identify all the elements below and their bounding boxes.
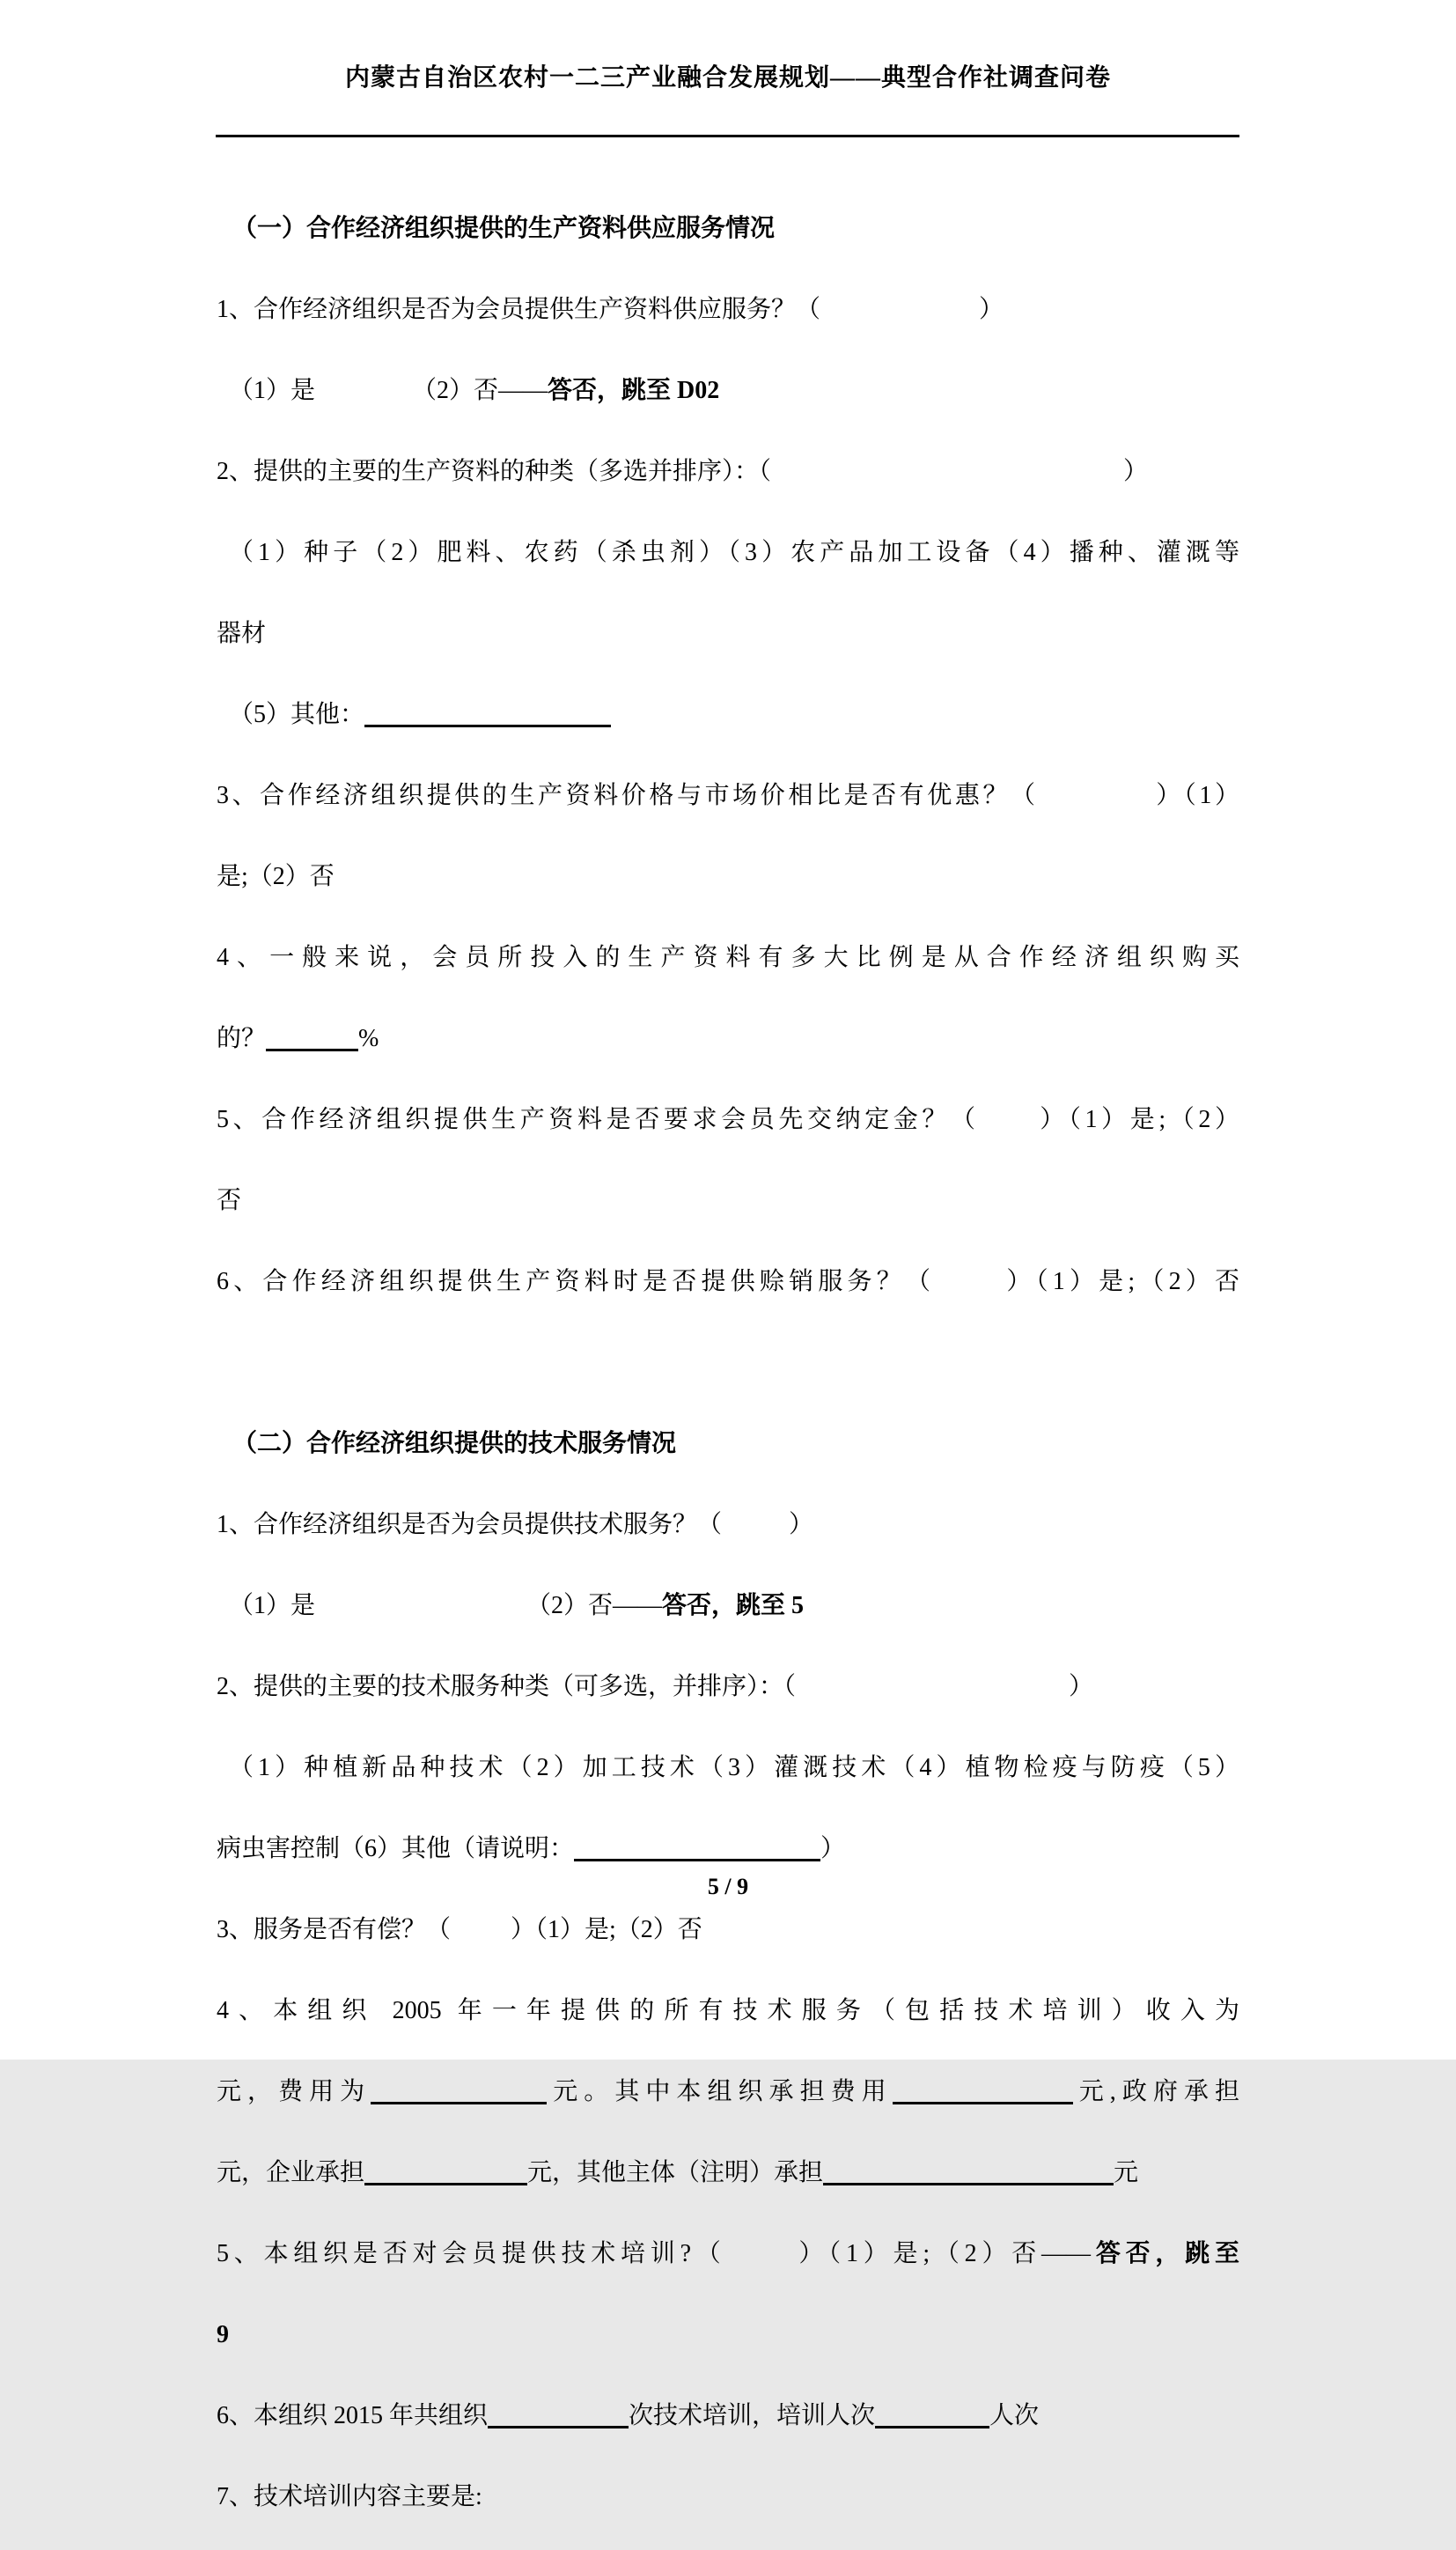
s2-question-4-line3 bbox=[217, 2145, 1239, 2201]
section1-heading: （一）合作经济组织提供的生产资料供应服务情况 bbox=[232, 215, 776, 242]
s1-question-6 bbox=[217, 1254, 1239, 1310]
s2-question-4-line2 bbox=[217, 2064, 1239, 2120]
s2-question-6 bbox=[217, 2388, 1239, 2444]
s2-q2-other-close-paren: ） bbox=[820, 1835, 846, 1862]
document-title: 内蒙古自治区农村一二三产业融合发展规划——典型合作社调查问卷 bbox=[344, 64, 1111, 92]
s1-q2-options-line2: 器材 bbox=[217, 620, 267, 647]
s2-question-1 bbox=[217, 1497, 1239, 1553]
s2-question-5-line2: 9 bbox=[217, 2321, 229, 2348]
s1-q3-text: 3、合作经济组织提供的生产资料价格与市场价相比是否有优惠？（ bbox=[217, 782, 1039, 809]
s2-q1-options bbox=[217, 1578, 1239, 1634]
s2-question-5-line1 bbox=[217, 2226, 1239, 2282]
s2-q2-other-label: 病虫害控制（6）其他（请说明： bbox=[217, 1835, 575, 1862]
s2-q2-other-answer-blank bbox=[574, 1858, 820, 1861]
s2-q1-option-no: （2）否—— bbox=[526, 1592, 663, 1619]
s2-q5-options-text: ）（1）是;（2）否—— bbox=[793, 2240, 1092, 2267]
s1-q2-other-label: （5）其他： bbox=[229, 701, 365, 728]
s2-q1-text: 1、合作经济组织是否为会员提供技术服务？（ bbox=[217, 1511, 723, 1538]
s1-q4-answer-blank bbox=[266, 1048, 358, 1051]
s2-q1-options-gap bbox=[315, 1612, 526, 1613]
s1-q6-close-paren: ）（1）是;（2）否 bbox=[1002, 1268, 1239, 1295]
s1-q1-close-paren: ） bbox=[979, 296, 1004, 323]
s1-q5-close-paren: ）（1）是;（2） bbox=[1035, 1106, 1239, 1133]
s2-q5-paren-blank bbox=[726, 2260, 794, 2261]
s1-q2-option-other bbox=[217, 687, 1239, 743]
s1-q2-paren-blank bbox=[771, 478, 1123, 479]
s2-q6-count-label: 6、本组织 2015 年共组织 bbox=[217, 2402, 489, 2429]
s2-q3-paren-blank bbox=[451, 1936, 511, 1937]
s1-q1-paren-blank bbox=[820, 316, 979, 317]
s2-question-2 bbox=[217, 1659, 1239, 1715]
s1-q4-text: 的？ bbox=[217, 1025, 267, 1052]
s1-q2-text: 2、提供的主要的生产资料的种类（多选并排序）：（ bbox=[217, 458, 772, 485]
section2-heading: （二）合作经济组织提供的技术服务情况 bbox=[232, 1430, 677, 1457]
s2-q1-option-yes: （1）是 bbox=[229, 1592, 316, 1619]
s1-q6-paren-blank bbox=[935, 1288, 1002, 1289]
s2-question-4-line1: 4、本组织 2005 年一年提供的所有技术服务（包括技术培训）收入为 bbox=[217, 1997, 1239, 2024]
s1-question-4-line2 bbox=[217, 1011, 1239, 1067]
s2-question-7: 7、技术培训内容主要是: bbox=[217, 2483, 482, 2510]
s1-q2-other-answer-blank bbox=[364, 724, 611, 727]
s2-q4-enterprise-blank bbox=[364, 2182, 527, 2185]
s2-q4-org-share-blank bbox=[893, 2101, 1073, 2104]
page-number: 5 / 9 bbox=[707, 1874, 749, 1899]
s2-q2-paren-blank bbox=[796, 1693, 1069, 1694]
s2-q5-skip-instruction: 答否，跳至 bbox=[1091, 2240, 1239, 2267]
s1-question-4-line1: 4、一般来说，会员所投入的生产资料有多大比例是从合作经济组织购买 bbox=[217, 944, 1239, 971]
s2-q4-gov-share-label: 元,政府承担 bbox=[1072, 2078, 1239, 2105]
s2-q6-count-blank bbox=[488, 2425, 629, 2428]
s2-q3-close-paren: ）（1）是;（2）否 bbox=[511, 1916, 702, 1943]
s1-question-1 bbox=[217, 282, 1239, 338]
s1-question-5-line2: 否 bbox=[217, 1187, 242, 1214]
s1-q1-options-gap bbox=[315, 397, 412, 398]
s2-q3-text: 3、服务是否有偿？（ bbox=[217, 1916, 452, 1943]
s1-q1-options bbox=[217, 363, 1239, 419]
s1-question-3-line2: 是;（2）否 bbox=[217, 863, 335, 890]
s2-q1-skip-instruction: 答否，跳至 5 bbox=[662, 1592, 805, 1619]
s2-q2-options-line2 bbox=[217, 1821, 1239, 1877]
s2-q4-cost-blank bbox=[371, 2101, 547, 2104]
s2-q4-org-share-label: 元。其中本组织承担费用 bbox=[547, 2078, 893, 2105]
document-body bbox=[217, 176, 1239, 2550]
s2-q6-unit-label: 人次 bbox=[989, 2402, 1040, 2429]
s1-q1-skip-instruction: 答否，跳至 D02 bbox=[548, 377, 720, 404]
s1-q1-option-no: （2）否—— bbox=[412, 377, 548, 404]
s2-q4-enterprise-label: 元，企业承担 bbox=[217, 2159, 365, 2186]
s1-q5-text: 5、合作经济组织提供生产资料是否要求会员先交纳定金？（ bbox=[217, 1106, 980, 1133]
s1-question-2 bbox=[217, 444, 1239, 500]
s2-q1-paren-blank bbox=[722, 1531, 789, 1532]
s2-q2-options-line1: （1）种植新品种技术（2）加工技术（3）灌溉技术（4）植物检疫与防疫（5） bbox=[229, 1754, 1239, 1781]
header-rule bbox=[216, 135, 1239, 137]
s1-q1-option-yes: （1）是 bbox=[229, 377, 316, 404]
s2-q6-trainees-blank bbox=[875, 2425, 989, 2428]
s2-question-3 bbox=[217, 1902, 1239, 1958]
s1-q2-options-line1: （1）种子（2）肥料、农药（杀虫剂）（3）农产品加工设备（4）播种、灌溉等 bbox=[229, 539, 1239, 566]
s1-question-5-line1 bbox=[217, 1092, 1239, 1148]
s1-q5-paren-blank bbox=[980, 1126, 1036, 1127]
s1-q1-text: 1、合作经济组织是否为会员提供生产资料供应服务？（ bbox=[217, 296, 821, 323]
s2-q4-other-subject-blank bbox=[823, 2182, 1114, 2185]
s2-q2-text: 2、提供的主要的技术服务种类（可多选，并排序）：（ bbox=[217, 1673, 797, 1700]
s2-q6-trainees-label: 次技术培训，培训人次 bbox=[629, 2402, 876, 2429]
s2-q2-close-paren: ） bbox=[1069, 1673, 1094, 1700]
s2-q1-close-paren: ） bbox=[789, 1511, 814, 1538]
s1-q3-close-paren: ）（1） bbox=[1152, 782, 1239, 809]
s2-q4-yuan-label: 元 bbox=[1114, 2159, 1139, 2186]
s1-q6-text: 6、合作经济组织提供生产资料时是否提供赊销服务？（ bbox=[217, 1268, 936, 1295]
s2-q4-other-subject-label: 元，其他主体（注明）承担 bbox=[527, 2159, 824, 2186]
s2-q4-cost-label: 元，费用为 bbox=[217, 2078, 371, 2105]
s1-q3-paren-blank bbox=[1039, 802, 1153, 803]
s1-q4-percent-sign: % bbox=[358, 1025, 379, 1052]
s1-question-3-line1 bbox=[217, 768, 1239, 824]
section-gap bbox=[217, 1335, 1239, 1391]
s2-q5-text: 5、本组织是否对会员提供技术培训?（ bbox=[217, 2240, 726, 2267]
s1-q2-close-paren: ） bbox=[1123, 458, 1149, 485]
